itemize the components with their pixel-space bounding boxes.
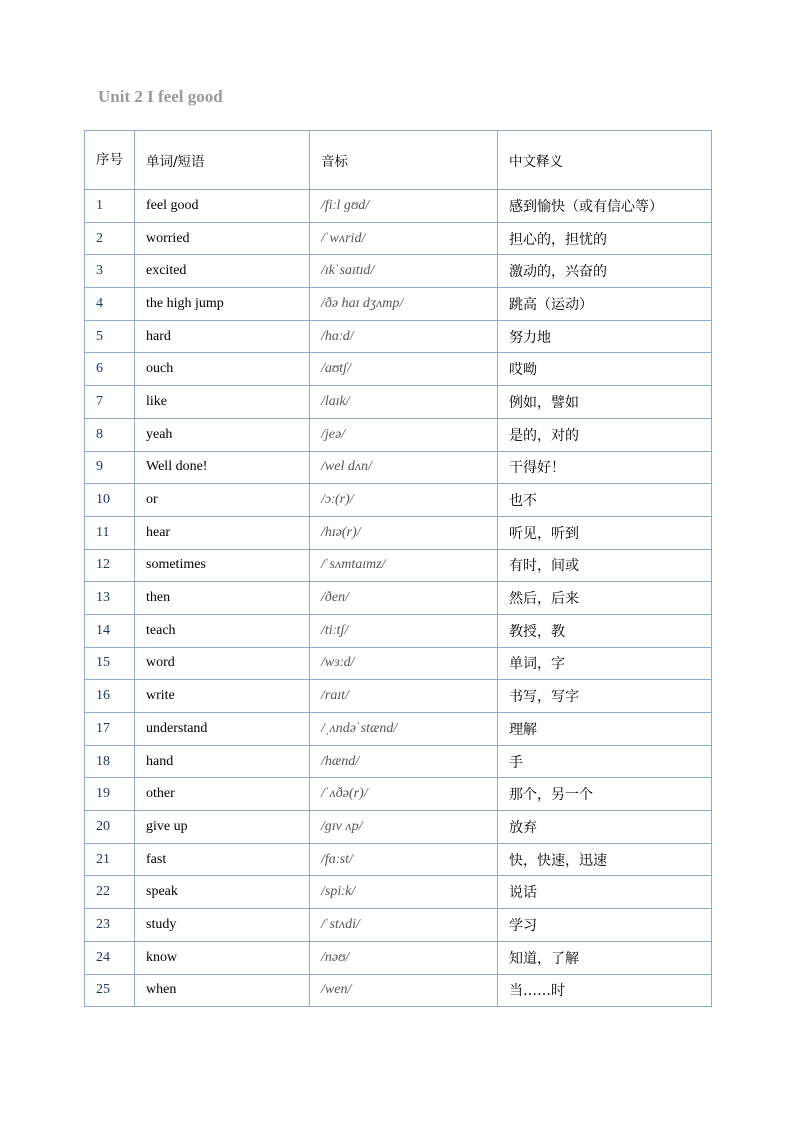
row-number: 6 [85, 353, 135, 386]
row-phonetic: /wel dʌn/ [310, 451, 498, 484]
row-phonetic: /hɑːd/ [310, 320, 498, 353]
row-phonetic: /wɜːd/ [310, 647, 498, 680]
row-phonetic: /ɔː(r)/ [310, 484, 498, 517]
row-meaning: 学习 [498, 909, 712, 942]
table-row [85, 549, 712, 582]
row-phonetic: /ɡɪv ʌp/ [310, 811, 498, 844]
row-phonetic: /ɪkˈsaɪtɪd/ [310, 255, 498, 288]
row-meaning: 干得好！ [498, 451, 712, 484]
row-number: 16 [85, 680, 135, 713]
row-meaning: 努力地 [498, 320, 712, 353]
row-phonetic: /ˈʌðə(r)/ [310, 778, 498, 811]
row-word: then [135, 582, 310, 615]
row-number: 7 [85, 386, 135, 419]
row-word: speak [135, 876, 310, 909]
table-row [85, 418, 712, 451]
row-number: 13 [85, 582, 135, 615]
page-title: Unit 2 I feel good [98, 87, 223, 106]
row-number: 3 [85, 255, 135, 288]
row-word: hard [135, 320, 310, 353]
table-row [85, 582, 712, 615]
row-word: or [135, 484, 310, 517]
table-row [85, 909, 712, 942]
table-row [85, 680, 712, 713]
table-row [85, 647, 712, 680]
table-row [85, 484, 712, 517]
row-number: 11 [85, 516, 135, 549]
row-meaning: 知道，了解 [498, 941, 712, 974]
row-phonetic: /nəʊ/ [310, 941, 498, 974]
row-phonetic: /hænd/ [310, 745, 498, 778]
row-word: know [135, 941, 310, 974]
row-meaning: 然后，后来 [498, 582, 712, 615]
row-word: understand [135, 713, 310, 746]
row-number: 4 [85, 288, 135, 321]
row-phonetic: /jeə/ [310, 418, 498, 451]
row-number: 21 [85, 843, 135, 876]
table-row [85, 288, 712, 321]
row-word: ouch [135, 353, 310, 386]
row-phonetic: /ˈwʌrid/ [310, 222, 498, 255]
row-number: 1 [85, 190, 135, 223]
table-row [85, 811, 712, 844]
row-word: like [135, 386, 310, 419]
row-word: excited [135, 255, 310, 288]
table-row [85, 320, 712, 353]
table-row [85, 713, 712, 746]
row-meaning: 担心的，担忧的 [498, 222, 712, 255]
row-phonetic: /tiːtʃ/ [310, 614, 498, 647]
table-row [85, 222, 712, 255]
row-phonetic: /ðen/ [310, 582, 498, 615]
row-meaning: 那个，另一个 [498, 778, 712, 811]
table-row [85, 386, 712, 419]
row-phonetic: /ˌʌndəˈstænd/ [310, 713, 498, 746]
row-word: give up [135, 811, 310, 844]
row-phonetic: /raɪt/ [310, 680, 498, 713]
row-meaning: 当……时 [498, 974, 712, 1007]
row-meaning: 听见，听到 [498, 516, 712, 549]
header-word: 单词/短语 [135, 131, 310, 190]
row-word: feel good [135, 190, 310, 223]
row-number: 20 [85, 811, 135, 844]
row-meaning: 教授，教 [498, 614, 712, 647]
row-meaning: 激动的，兴奋的 [498, 255, 712, 288]
row-meaning: 说话 [498, 876, 712, 909]
row-word: fast [135, 843, 310, 876]
row-phonetic: /hɪə(r)/ [310, 516, 498, 549]
header-phonetic: 音标 [310, 131, 498, 190]
row-number: 25 [85, 974, 135, 1007]
row-meaning: 快，快速，迅速 [498, 843, 712, 876]
row-meaning: 单词，字 [498, 647, 712, 680]
header-number: 序号 [85, 131, 135, 190]
row-phonetic: /ðə haɪ dʒʌmp/ [310, 288, 498, 321]
table-row [85, 876, 712, 909]
row-word: other [135, 778, 310, 811]
row-word: worried [135, 222, 310, 255]
table-row [85, 190, 712, 223]
vocabulary-table [84, 130, 712, 1007]
row-meaning: 也不 [498, 484, 712, 517]
row-number: 14 [85, 614, 135, 647]
row-word: word [135, 647, 310, 680]
row-word: when [135, 974, 310, 1007]
row-phonetic: /aʊtʃ/ [310, 353, 498, 386]
table-row [85, 516, 712, 549]
row-meaning: 感到愉快（或有信心等） [498, 190, 712, 223]
table-row [85, 255, 712, 288]
row-word: yeah [135, 418, 310, 451]
row-number: 9 [85, 451, 135, 484]
row-word: study [135, 909, 310, 942]
row-phonetic: /spiːk/ [310, 876, 498, 909]
row-meaning: 有时，间或 [498, 549, 712, 582]
row-phonetic: /fiːl ɡʊd/ [310, 190, 498, 223]
row-number: 12 [85, 549, 135, 582]
table-row [85, 941, 712, 974]
table-row [85, 974, 712, 1007]
row-phonetic: /laɪk/ [310, 386, 498, 419]
row-meaning: 例如，譬如 [498, 386, 712, 419]
row-number: 8 [85, 418, 135, 451]
table-body [85, 190, 712, 1007]
row-meaning: 手 [498, 745, 712, 778]
table-row [85, 451, 712, 484]
row-number: 2 [85, 222, 135, 255]
row-number: 15 [85, 647, 135, 680]
row-word: write [135, 680, 310, 713]
row-word: Well done! [135, 451, 310, 484]
row-number: 22 [85, 876, 135, 909]
row-word: hand [135, 745, 310, 778]
row-number: 23 [85, 909, 135, 942]
row-word: sometimes [135, 549, 310, 582]
table-row [85, 778, 712, 811]
row-meaning: 跳高（运动） [498, 288, 712, 321]
row-meaning: 放弃 [498, 811, 712, 844]
row-meaning: 书写，写字 [498, 680, 712, 713]
row-phonetic: /fɑːst/ [310, 843, 498, 876]
row-number: 24 [85, 941, 135, 974]
row-meaning: 理解 [498, 713, 712, 746]
row-number: 10 [85, 484, 135, 517]
row-number: 17 [85, 713, 135, 746]
row-word: hear [135, 516, 310, 549]
row-phonetic: /ˈsʌmtaɪmz/ [310, 549, 498, 582]
row-meaning: 哎呦 [498, 353, 712, 386]
row-meaning: 是的，对的 [498, 418, 712, 451]
row-phonetic: /wen/ [310, 974, 498, 1007]
row-phonetic: /ˈstʌdi/ [310, 909, 498, 942]
table-row [85, 843, 712, 876]
row-word: teach [135, 614, 310, 647]
table-row [85, 353, 712, 386]
row-word: the high jump [135, 288, 310, 321]
row-number: 19 [85, 778, 135, 811]
row-number: 18 [85, 745, 135, 778]
table-header-row [85, 131, 712, 190]
header-meaning: 中文释义 [498, 131, 712, 190]
table-row [85, 745, 712, 778]
row-number: 5 [85, 320, 135, 353]
table-row [85, 614, 712, 647]
